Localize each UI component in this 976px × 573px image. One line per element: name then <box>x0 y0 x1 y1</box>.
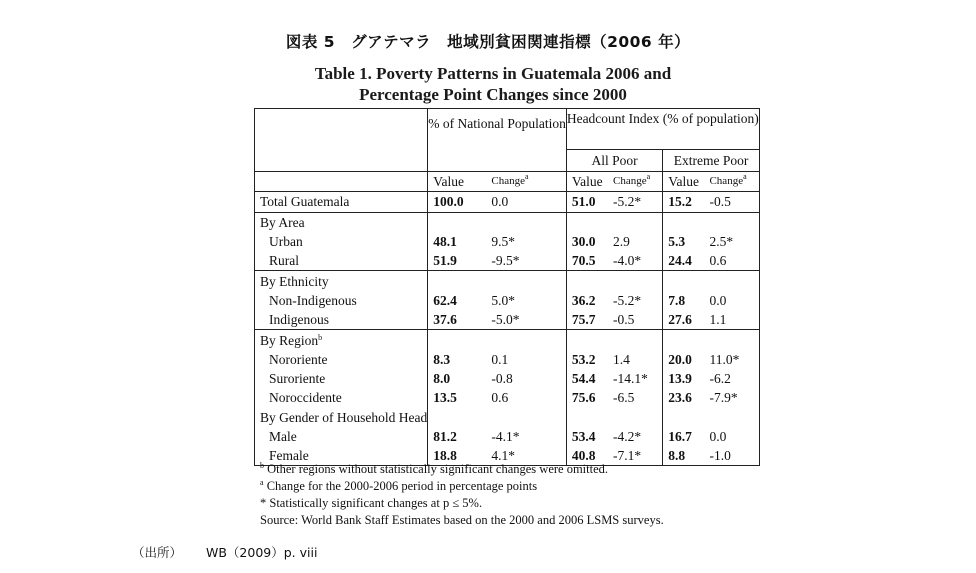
change-cell: 0.1 <box>491 351 509 367</box>
citation-text: WB（2009）p. viii <box>206 545 318 560</box>
table-row <box>255 427 760 446</box>
header-all-poor: All Poor <box>566 150 662 172</box>
value-cell: 54.4 <box>566 369 608 388</box>
change-cell: -4.0* <box>613 253 642 269</box>
change-cell: -4.1* <box>491 429 520 444</box>
value-cell: 48.1 <box>428 232 487 251</box>
note-b: $^b$ Other regions without statistically significant changes were omitted. <box>260 461 609 476</box>
header-value: Value <box>566 172 608 192</box>
empty-cell <box>566 271 608 291</box>
change-cell: 4.1* <box>486 446 566 466</box>
change-cell: -6.2 <box>704 369 759 388</box>
table-body <box>255 192 760 466</box>
row-label: Male <box>255 427 428 446</box>
change-cell: -9.5* <box>491 253 520 269</box>
row-label: Total Guatemala <box>255 192 428 212</box>
value-cell: 8.3 <box>428 350 487 369</box>
header-row-1 <box>255 109 760 150</box>
change-cell: 2.5* <box>704 232 759 251</box>
row-label: Nororiente <box>255 350 428 369</box>
header-change: Change$^a$ <box>608 172 663 192</box>
value-cell: 75.7 <box>566 310 608 330</box>
table-row <box>255 232 760 251</box>
value-cell: 13.9 <box>663 369 705 388</box>
empty-cell <box>663 330 705 350</box>
empty-cell <box>566 408 608 427</box>
empty-cell <box>486 271 566 291</box>
change-cell: 1.4 <box>613 351 630 367</box>
value-cell: 70.5 <box>566 251 608 271</box>
change-cell: 11.0* <box>704 350 759 369</box>
value-cell: 8.0 <box>428 369 487 388</box>
table-title-line1: Table 1. Poverty Patterns in Guatemala 2006 and <box>314 64 672 83</box>
header-headcount-index: Headcount Index (% of population) <box>566 109 759 150</box>
row-label: Non-Indigenous <box>255 291 428 310</box>
change-cell: -4.2* <box>613 429 642 444</box>
change-cell: -0.5 <box>613 312 635 328</box>
change-cell: -5.2* <box>613 194 642 210</box>
empty-cell <box>428 330 487 350</box>
value-cell: 20.0 <box>663 350 705 369</box>
empty-cell <box>663 271 705 291</box>
header-row-3 <box>255 172 760 192</box>
value-cell: 18.8 <box>428 446 487 466</box>
table-notes <box>260 461 664 529</box>
note-source: Source: World Bank Staff Estimates based on the 2000 and 2006 LSMS surveys. <box>260 513 664 527</box>
group-label: By Area <box>255 212 428 232</box>
table-row <box>255 310 760 330</box>
empty-cell <box>663 212 705 232</box>
header-value: Value <box>428 172 487 192</box>
empty-cell <box>704 408 759 427</box>
value-cell: 23.6 <box>663 388 705 407</box>
note-a: $^a$ Change for the 2000-2006 period in percentage points <box>260 478 538 493</box>
note-star: * Statistically significant changes at p ≤ 5%. <box>260 496 483 510</box>
change-cell: 0.6 <box>491 390 509 406</box>
empty-cell <box>608 408 663 427</box>
group-label: By Ethnicity <box>255 271 428 291</box>
group-row <box>255 330 760 350</box>
empty-cell <box>608 330 663 350</box>
value-cell: 100.0 <box>428 192 487 212</box>
empty-cell <box>704 271 759 291</box>
change-cell: 0.6 <box>704 251 759 271</box>
row-label: Urban <box>255 232 428 251</box>
row-label: Noroccidente <box>255 388 428 407</box>
change-cell: 0.0 <box>491 194 509 210</box>
change-cell: 1.1 <box>704 310 759 330</box>
value-cell: 5.3 <box>663 232 705 251</box>
change-cell: -6.5 <box>613 390 635 406</box>
value-cell: 37.6 <box>428 310 487 330</box>
value-cell: 62.4 <box>428 291 487 310</box>
change-cell: -0.8 <box>491 371 513 387</box>
header-blank-cell-2 <box>255 172 428 192</box>
change-cell: 9.5* <box>491 234 515 250</box>
table-row <box>255 369 760 388</box>
table-row <box>255 251 760 271</box>
figure-title: 図表 5 グアテマラ 地域別貧困関連指標（2006 年） <box>285 33 691 51</box>
header-extreme-poor: Extreme Poor <box>663 150 759 172</box>
change-cell: 5.0* <box>491 292 515 308</box>
empty-cell <box>428 271 487 291</box>
group-label: By Gender of Household Head <box>255 408 428 427</box>
group-row <box>255 408 760 427</box>
value-cell: 15.2 <box>663 192 705 212</box>
empty-cell <box>428 212 487 232</box>
empty-cell <box>566 212 608 232</box>
row-label: Female <box>255 446 428 466</box>
empty-cell <box>486 408 566 427</box>
header-change: Change$^a$ <box>704 172 759 192</box>
change-cell: -7.9* <box>704 388 759 407</box>
value-cell: 75.6 <box>566 388 608 407</box>
group-label <box>255 330 428 350</box>
citation <box>132 543 317 561</box>
empty-cell <box>704 330 759 350</box>
change-cell: 0.0 <box>704 427 759 446</box>
value-cell: 8.8 <box>663 446 705 466</box>
value-cell: 13.5 <box>428 388 487 407</box>
header-change: Change$^a$ <box>486 172 566 192</box>
value-cell: 30.0 <box>566 232 608 251</box>
table-title <box>248 63 738 105</box>
value-cell: 36.2 <box>566 291 608 310</box>
value-cell: 16.7 <box>663 427 705 446</box>
empty-cell <box>486 212 566 232</box>
value-cell: 40.8 <box>566 446 608 466</box>
value-cell: 7.8 <box>663 291 705 310</box>
row-label: Indigenous <box>255 310 428 330</box>
empty-cell <box>704 212 759 232</box>
empty-cell <box>608 271 663 291</box>
change-cell: -0.5 <box>704 192 759 212</box>
value-cell: 53.2 <box>566 350 608 369</box>
row-label: Rural <box>255 251 428 271</box>
empty-cell <box>428 408 487 427</box>
header-value: Value <box>663 172 705 192</box>
value-cell: 51.0 <box>566 192 608 212</box>
header-blank-cell <box>255 109 428 172</box>
change-cell: 0.0 <box>704 291 759 310</box>
row-label: Suroriente <box>255 369 428 388</box>
group-label-sup: b <box>318 332 323 342</box>
table-row <box>255 350 760 369</box>
change-cell: 2.9 <box>613 234 630 250</box>
group-row <box>255 212 760 232</box>
table-row <box>255 192 760 212</box>
change-cell: -1.0 <box>704 446 759 466</box>
value-cell: 53.4 <box>566 427 608 446</box>
change-cell: -5.2* <box>613 292 642 308</box>
table-row <box>255 388 760 407</box>
change-cell: -14.1* <box>613 371 648 387</box>
table-title-line2: Percentage Point Changes since 2000 <box>359 85 627 104</box>
citation-label: （出所） <box>132 545 183 560</box>
value-cell: 51.9 <box>428 251 487 271</box>
table-row <box>255 291 760 310</box>
empty-cell <box>486 330 566 350</box>
header-national-population: % of National Population <box>428 109 567 172</box>
value-cell: 81.2 <box>428 427 487 446</box>
value-cell: 27.6 <box>663 310 705 330</box>
group-row <box>255 271 760 291</box>
empty-cell <box>608 212 663 232</box>
change-cell: -7.1* <box>608 446 663 466</box>
change-cell: -5.0* <box>491 312 520 328</box>
group-label-text: By Region <box>260 332 319 348</box>
empty-cell <box>663 408 705 427</box>
empty-cell <box>566 330 608 350</box>
poverty-table <box>254 108 760 466</box>
value-cell: 24.4 <box>663 251 705 271</box>
